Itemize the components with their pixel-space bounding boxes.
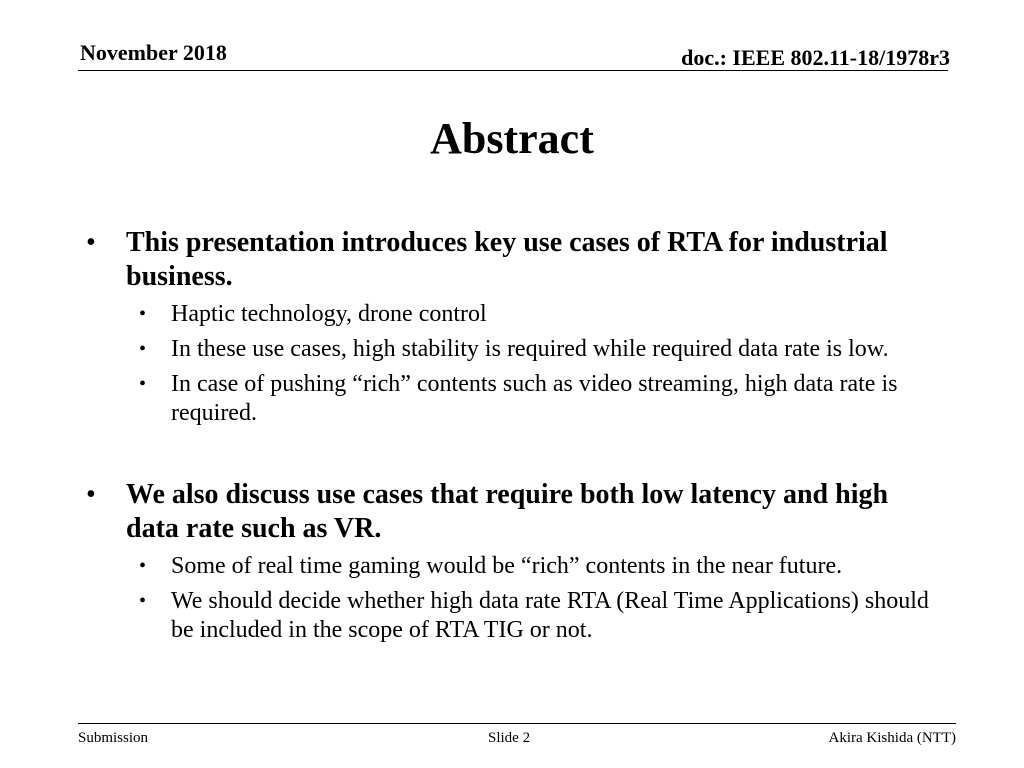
bullet-dot-icon: • (139, 555, 147, 577)
bullet-dot-icon: • (139, 373, 147, 395)
bullet-2 (84, 478, 944, 546)
footer-author: Akira Kishida (NTT) (828, 730, 956, 746)
sub-bullet-text: Some of real time gaming would be “rich” contents in the near future. (171, 553, 843, 579)
bullet-2-sub-2 (84, 587, 944, 645)
bullet-dot-icon: • (86, 227, 96, 258)
sub-bullet-text: We should decide whether high data rate RTA (Real Time Applications) should be included in the scope of RTA TIG or not. (171, 588, 929, 643)
bullet-1 (84, 226, 944, 294)
bullet-1-text: This presentation introduces key use cases of RTA for industrial business. (126, 227, 888, 292)
slide-body (84, 226, 944, 645)
sub-bullet-text: In these use cases, high stability is required while required data rate is low. (171, 336, 889, 362)
header-doc-id: doc.: IEEE 802.11-18/1978r3 (681, 45, 950, 70)
bullet-1-sub-3 (84, 370, 944, 428)
bullet-2-text: We also discuss use cases that require both low latency and high data rate such as VR. (126, 479, 889, 544)
sub-bullet-text: Haptic technology, drone control (171, 301, 487, 327)
bullet-dot-icon: • (139, 338, 147, 360)
footer-slide-number: Slide 2 (488, 730, 531, 746)
bullet-spacer (84, 428, 944, 478)
bullet-dot-icon: • (86, 479, 96, 510)
bullet-dot-icon: • (139, 303, 147, 325)
bullet-2-sub-1 (84, 552, 944, 581)
header-divider (78, 70, 948, 71)
footer-divider (78, 723, 956, 724)
footer-submission: Submission (78, 730, 149, 746)
bullet-1-sub-1 (84, 300, 944, 329)
bullet-dot-icon: • (139, 590, 147, 612)
header-date: November 2018 (80, 40, 227, 65)
bullet-1-sub-2 (84, 335, 944, 364)
slide-title: Abstract (430, 114, 594, 163)
sub-bullet-text: In case of pushing “rich” contents such as video streaming, high data rate is required. (171, 371, 898, 426)
